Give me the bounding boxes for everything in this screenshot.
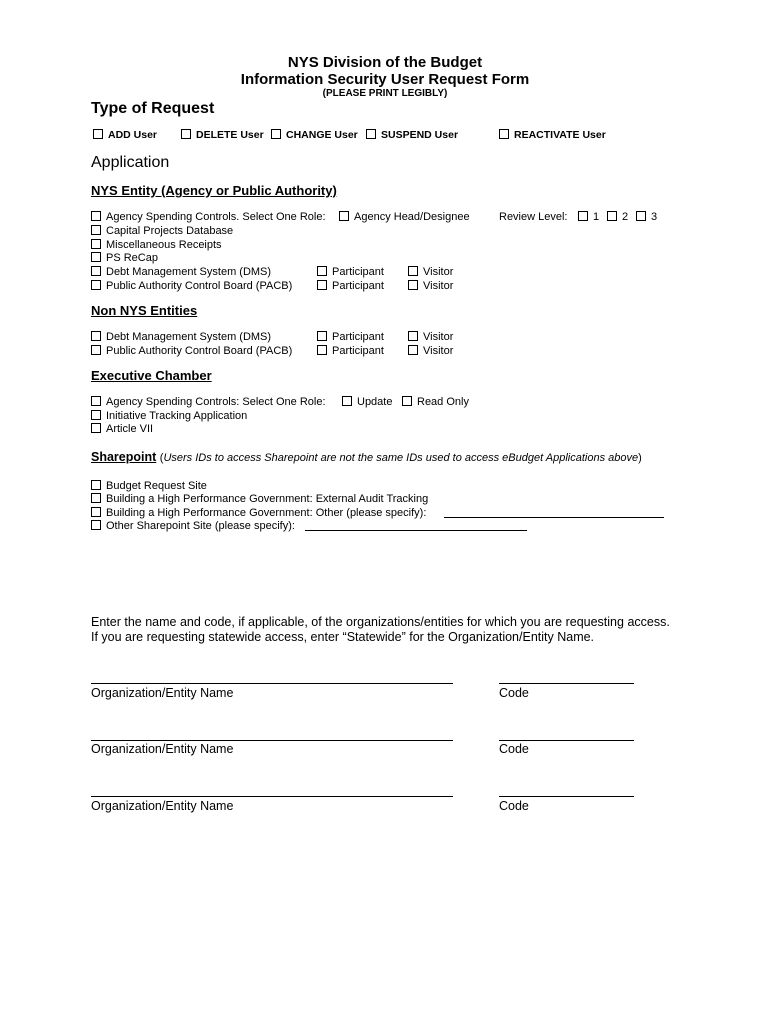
org-name-line-3[interactable] — [91, 796, 453, 797]
nys-pacb-participant-checkbox[interactable] — [317, 280, 327, 290]
nys-dms-participant[interactable]: Participant — [317, 266, 384, 278]
non-nys-dms-visitor-checkbox[interactable] — [408, 331, 418, 341]
form-print-note: (PLEASE PRINT LEGIBLY) — [322, 88, 448, 99]
sp-audit-tracking-checkbox[interactable] — [91, 493, 101, 503]
add-user-checkbox[interactable] — [93, 129, 103, 139]
sp-audit-tracking[interactable]: Building a High Performance Government: External Audit Tracking — [91, 493, 428, 505]
nys-dms-visitor[interactable]: Visitor — [408, 266, 453, 278]
sp-other-site[interactable]: Other Sharepoint Site (please specify): — [91, 520, 295, 532]
exec-role-read-only[interactable]: Read Only — [402, 396, 469, 408]
executive-chamber-heading: Executive Chamber — [91, 368, 212, 383]
exec-initiative-tracking[interactable]: Initiative Tracking Application — [91, 410, 247, 422]
org-name-label-3: Organization/Entity Name — [91, 799, 234, 813]
request-add-user[interactable]: ADD User — [93, 129, 157, 141]
nys-dms-participant-checkbox[interactable] — [317, 266, 327, 276]
nys-ps-recap[interactable]: PS ReCap — [91, 252, 158, 264]
nys-dms-visitor-checkbox[interactable] — [408, 266, 418, 276]
nys-misc-receipts[interactable]: Miscellaneous Receipts — [91, 239, 222, 251]
org-code-label-3: Code — [499, 799, 529, 813]
sharepoint-note-open: ( — [159, 452, 164, 464]
org-name-line-2[interactable] — [91, 740, 453, 741]
review-level-1[interactable]: 1 — [578, 211, 599, 223]
sp-other-site-input-line[interactable] — [305, 530, 527, 531]
org-name-label-2: Organization/Entity Name — [91, 742, 234, 756]
sharepoint-heading-row — [91, 450, 642, 464]
nys-pacb-visitor[interactable]: Visitor — [408, 280, 453, 292]
non-nys-dms-visitor[interactable]: Visitor — [408, 331, 453, 343]
sharepoint-note: Users IDs to access Sharepoint are not the same IDs used to access eBudget Applications above — [163, 452, 639, 464]
non-nys-pacb-participant[interactable]: Participant — [317, 345, 384, 357]
nys-role-agency-head[interactable]: Agency Head/Designee — [339, 211, 470, 223]
reactivate-user-checkbox[interactable] — [499, 129, 509, 139]
org-name-line-1[interactable] — [91, 683, 453, 684]
form-title: Information Security User Request Form — [240, 71, 530, 88]
nys-pacb-visitor-checkbox[interactable] — [408, 280, 418, 290]
sp-budget-request-site[interactable]: Budget Request Site — [91, 480, 207, 492]
misc-receipts-checkbox[interactable] — [91, 239, 101, 249]
form-agency-title: NYS Division of the Budget — [287, 54, 483, 71]
non-nys-dms-participant[interactable]: Participant — [317, 331, 384, 343]
nys-pacb-participant[interactable]: Participant — [317, 280, 384, 292]
request-suspend-user[interactable]: SUSPEND User — [366, 129, 458, 141]
type-of-request-heading: Type of Request — [91, 100, 215, 117]
review-level-2[interactable]: 2 — [607, 211, 628, 223]
request-delete-user[interactable]: DELETE User — [181, 129, 264, 141]
exec-article-vii-checkbox[interactable] — [91, 423, 101, 433]
capital-projects-checkbox[interactable] — [91, 225, 101, 235]
agency-head-checkbox[interactable] — [339, 211, 349, 221]
review-level-3[interactable]: 3 — [636, 211, 657, 223]
suspend-user-checkbox[interactable] — [366, 129, 376, 139]
org-code-line-2[interactable] — [499, 740, 634, 741]
non-nys-dms[interactable]: Debt Management System (DMS) — [91, 331, 271, 343]
org-code-line-1[interactable] — [499, 683, 634, 684]
non-nys-pacb[interactable]: Public Authority Control Board (PACB) — [91, 345, 292, 357]
sharepoint-note-close: ) — [638, 452, 642, 464]
sp-budget-request-checkbox[interactable] — [91, 480, 101, 490]
instructions-line-1: Enter the name and code, if applicable, of the organizations/entities for which you are requesting access. — [91, 615, 670, 629]
non-nys-pacb-participant-checkbox[interactable] — [317, 345, 327, 355]
nys-pacb-checkbox[interactable] — [91, 280, 101, 290]
non-nys-dms-participant-checkbox[interactable] — [317, 331, 327, 341]
request-reactivate-user[interactable]: REACTIVATE User — [499, 129, 606, 141]
exec-article-vii[interactable]: Article VII — [91, 423, 153, 435]
exec-agency-spending[interactable]: Agency Spending Controls: Select One Role: — [91, 396, 326, 408]
sp-other-site-checkbox[interactable] — [91, 520, 101, 530]
org-code-label-2: Code — [499, 742, 529, 756]
org-code-line-3[interactable] — [499, 796, 634, 797]
nys-capital-projects[interactable]: Capital Projects Database — [91, 225, 233, 237]
review-level-3-checkbox[interactable] — [636, 211, 646, 221]
non-nys-dms-checkbox[interactable] — [91, 331, 101, 341]
review-level-1-checkbox[interactable] — [578, 211, 588, 221]
org-name-label-1: Organization/Entity Name — [91, 686, 234, 700]
sp-hpg-other-input-line[interactable] — [444, 517, 664, 518]
review-level-label: Review Level: — [499, 211, 568, 223]
request-change-user[interactable]: CHANGE User — [271, 129, 358, 141]
ps-recap-checkbox[interactable] — [91, 252, 101, 262]
sharepoint-heading: Sharepoint — [91, 450, 157, 464]
nys-agency-spending-checkbox[interactable] — [91, 211, 101, 221]
non-nys-heading: Non NYS Entities — [91, 303, 198, 318]
exec-read-only-checkbox[interactable] — [402, 396, 412, 406]
nys-pacb[interactable]: Public Authority Control Board (PACB) — [91, 280, 292, 292]
non-nys-pacb-visitor-checkbox[interactable] — [408, 345, 418, 355]
sp-hpg-other-checkbox[interactable] — [91, 507, 101, 517]
nys-entity-heading: NYS Entity (Agency or Public Authority) — [91, 183, 337, 198]
nys-dms[interactable]: Debt Management System (DMS) — [91, 266, 271, 278]
review-level-2-checkbox[interactable] — [607, 211, 617, 221]
nys-dms-checkbox[interactable] — [91, 266, 101, 276]
change-user-checkbox[interactable] — [271, 129, 281, 139]
exec-update-checkbox[interactable] — [342, 396, 352, 406]
non-nys-pacb-checkbox[interactable] — [91, 345, 101, 355]
non-nys-pacb-visitor[interactable]: Visitor — [408, 345, 453, 357]
exec-agency-spending-checkbox[interactable] — [91, 396, 101, 406]
application-heading: Application — [91, 154, 170, 171]
exec-role-update[interactable]: Update — [342, 396, 392, 408]
nys-agency-spending-controls[interactable]: Agency Spending Controls. Select One Role: — [91, 211, 326, 223]
delete-user-checkbox[interactable] — [181, 129, 191, 139]
sp-hpg-other[interactable]: Building a High Performance Government: Other (please specify): — [91, 507, 426, 519]
org-code-label-1: Code — [499, 686, 529, 700]
instructions-line-2: If you are requesting statewide access, enter “Statewide” for the Organization/Entity Name. — [91, 630, 595, 644]
exec-initiative-tracking-checkbox[interactable] — [91, 410, 101, 420]
